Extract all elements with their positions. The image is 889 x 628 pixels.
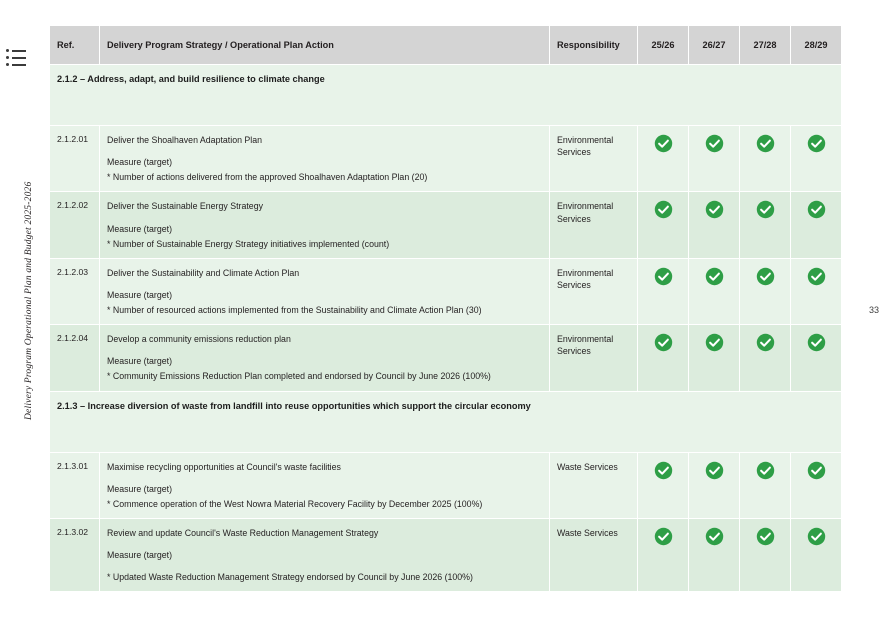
row-ref: 2.1.3.02 [50,518,100,591]
action-title: Deliver the Sustainability and Climate Action Plan [107,267,300,278]
header-ref: Ref. [50,26,100,65]
check-circle-icon [705,134,724,153]
check-circle-icon [654,527,673,546]
check-circle-icon [807,461,826,480]
header-year-2526: 25/26 [638,26,689,65]
delivery-program-table [49,25,842,592]
table-row [50,325,842,391]
measure-label: Measure (target) [107,289,173,300]
row-year-2728 [740,325,791,391]
section-header-row [50,65,842,126]
left-rail [0,0,34,628]
row-action [100,452,550,518]
row-year-2627 [689,126,740,192]
check-circle-icon [756,461,775,480]
measure-label: Measure (target) [107,483,173,494]
check-circle-icon [654,200,673,219]
row-year-2728 [740,192,791,258]
check-circle-icon [807,200,826,219]
row-year-2829 [791,192,842,258]
row-year-2627 [689,258,740,324]
action-title: Maximise recycling opportunities at Council's waste facilities [107,461,341,472]
measure-text: * Number of resourced actions implemented from the Sustainability and Climate Action Plan (30) [107,305,482,315]
row-year-2728 [740,126,791,192]
table-header-row [50,26,842,65]
row-ref: 2.1.2.03 [50,258,100,324]
row-year-2728 [740,258,791,324]
section-title: 2.1.3 – Increase diversion of waste from landfill into reuse opportunities which support the circular economy [50,391,842,452]
check-circle-icon [654,134,673,153]
check-circle-icon [756,333,775,352]
row-responsibility: Environmental Services [550,258,638,324]
row-ref: 2.1.3.01 [50,452,100,518]
check-circle-icon [807,333,826,352]
measure-label: Measure (target) [107,223,173,234]
table-row [50,126,842,192]
row-year-2627 [689,325,740,391]
page-number: 33 [868,305,879,315]
row-year-2627 [689,192,740,258]
check-circle-icon [756,527,775,546]
row-year-2829 [791,126,842,192]
row-action [100,258,550,324]
check-circle-icon [705,527,724,546]
row-action [100,518,550,591]
row-year-2829 [791,325,842,391]
row-year-2627 [689,452,740,518]
check-circle-icon [756,134,775,153]
document-side-title: Delivery Program Operational Plan and Budget 2025-2026 [24,181,34,420]
action-title: Deliver the Sustainable Energy Strategy [107,201,263,212]
header-year-2627: 26/27 [689,26,740,65]
row-year-2526 [638,258,689,324]
measure-label: Measure (target) [107,550,173,560]
row-responsibility: Environmental Services [550,192,638,258]
row-action [100,325,550,391]
row-ref: 2.1.2.04 [50,325,100,391]
row-year-2526 [638,452,689,518]
check-circle-icon [654,267,673,286]
check-circle-icon [705,461,724,480]
row-year-2829 [791,258,842,324]
check-circle-icon [807,267,826,286]
row-responsibility: Environmental Services [550,325,638,391]
row-year-2526 [638,325,689,391]
table-row [50,452,842,518]
section-header-row [50,391,842,452]
row-responsibility: Environmental Services [550,126,638,192]
header-year-2829: 28/29 [791,26,842,65]
check-circle-icon [654,461,673,480]
row-year-2526 [638,126,689,192]
measure-text: * Commence operation of the West Nowra Material Recovery Facility by December 2025 (100%) [107,498,483,509]
measure-text: * Number of actions delivered from the approved Shoalhaven Adaptation Plan (20) [107,172,428,183]
row-ref: 2.1.2.02 [50,192,100,258]
row-responsibility: Waste Services [550,518,638,591]
row-year-2728 [740,452,791,518]
action-title: Develop a community emissions reduction plan [107,334,291,345]
section-title: 2.1.2 – Address, adapt, and build resilience to climate change [50,65,842,126]
action-title: Review and update Council's Waste Reduction Management Strategy [107,527,379,538]
row-action [100,126,550,192]
row-year-2526 [638,192,689,258]
table-row [50,192,842,258]
row-year-2829 [791,452,842,518]
table-body [50,65,842,592]
row-responsibility: Waste Services [550,452,638,518]
table-row [50,258,842,324]
table-row [50,518,842,591]
row-ref: 2.1.2.01 [50,126,100,192]
table-of-contents-icon[interactable] [6,48,28,68]
row-year-2627 [689,518,740,591]
check-circle-icon [807,134,826,153]
measure-text: * Updated Waste Reduction Management Strategy endorsed by Council by June 2026 (100%) [107,572,473,583]
measure-label: Measure (target) [107,356,173,367]
header-action: Delivery Program Strategy / Operational Plan Action [100,26,550,65]
check-circle-icon [705,333,724,352]
measure-label: Measure (target) [107,157,173,168]
header-responsibility: Responsibility [550,26,638,65]
header-year-2728: 27/28 [740,26,791,65]
measure-text: * Number of Sustainable Energy Strategy initiatives implemented (count) [107,238,390,249]
row-year-2526 [638,518,689,591]
check-circle-icon [807,527,826,546]
row-year-2829 [791,518,842,591]
measure-text: * Community Emissions Reduction Plan completed and endorsed by Council by June 2026 (100%) [107,371,491,382]
check-circle-icon [705,267,724,286]
row-action [100,192,550,258]
check-circle-icon [756,267,775,286]
check-circle-icon [654,333,673,352]
action-title: Deliver the Shoalhaven Adaptation Plan [107,135,263,145]
row-year-2728 [740,518,791,591]
check-circle-icon [756,200,775,219]
check-circle-icon [705,200,724,219]
